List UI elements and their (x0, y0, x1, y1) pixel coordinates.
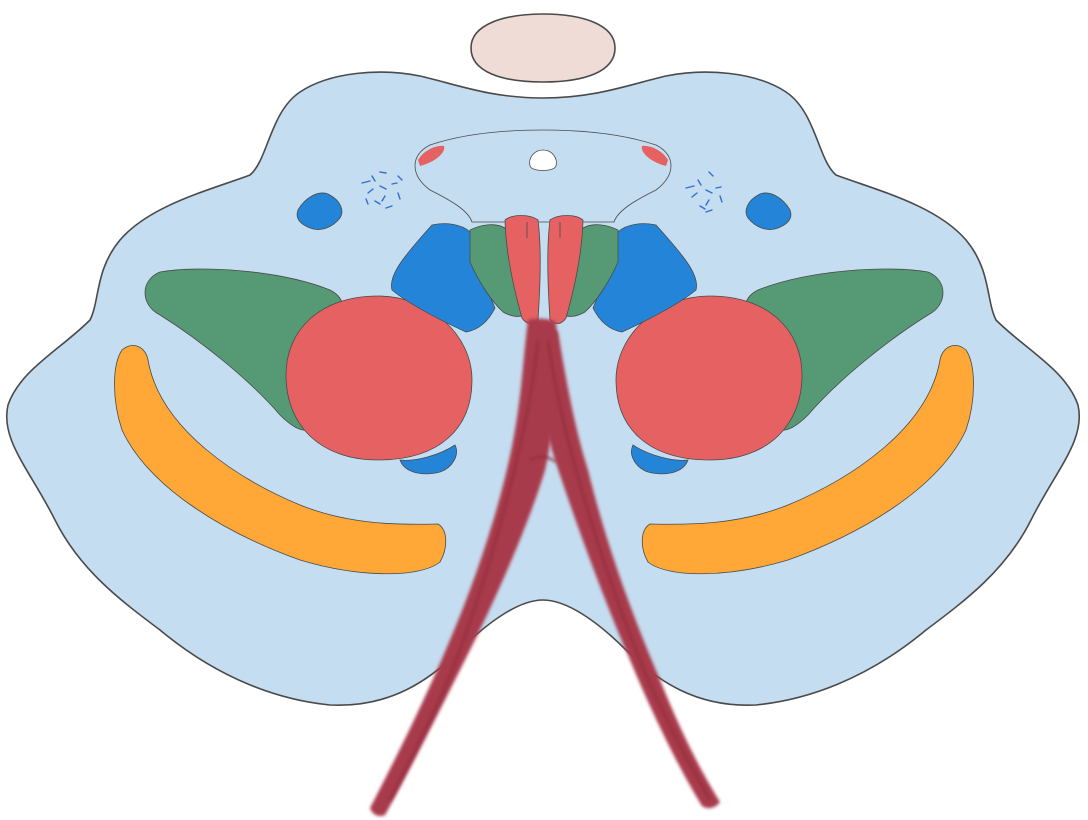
central-canal (530, 150, 557, 171)
top-lobe (471, 14, 615, 82)
